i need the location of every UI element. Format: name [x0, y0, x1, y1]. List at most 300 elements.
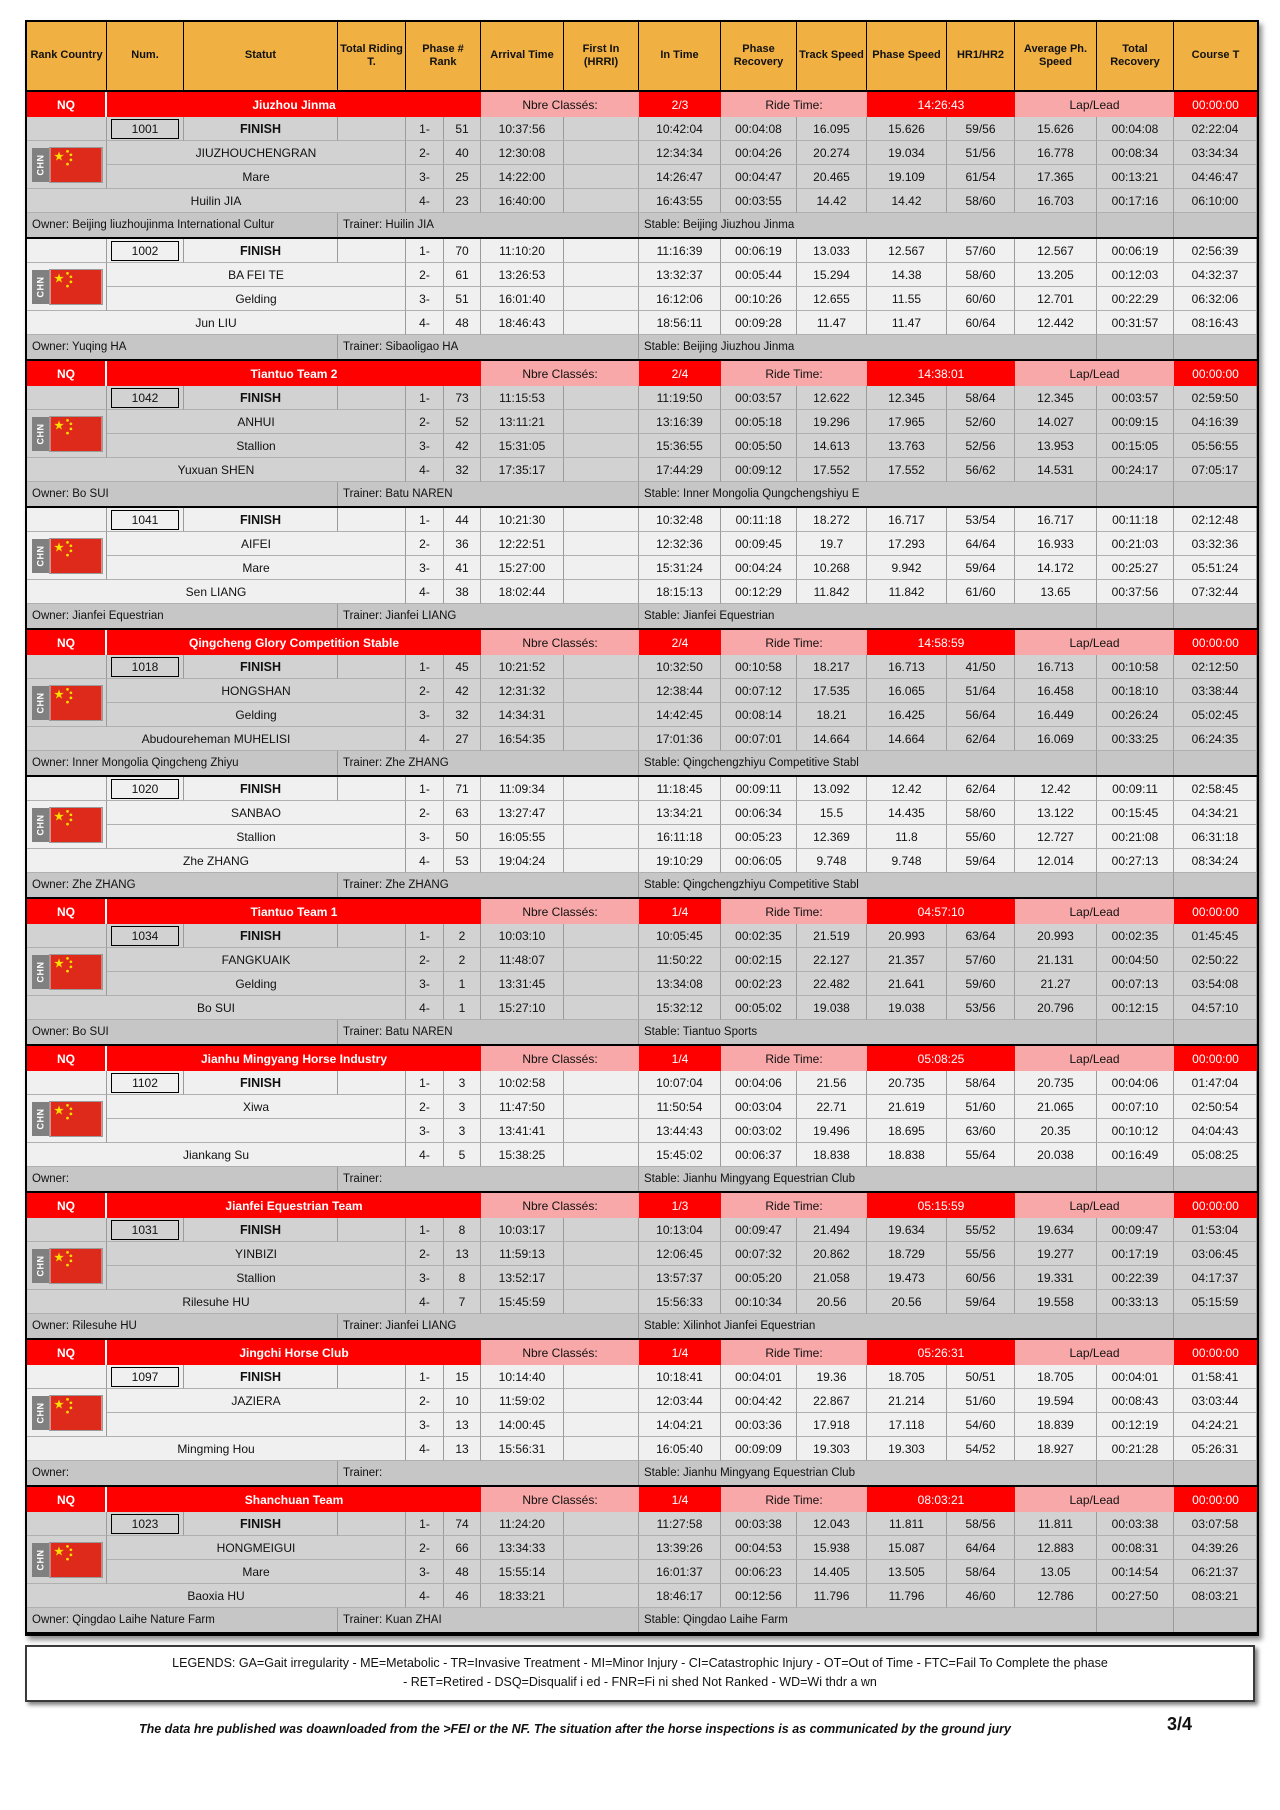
average-ph-speed-cell: 16.778 — [1015, 141, 1097, 165]
phase-speed-cell: 12.42 — [867, 777, 947, 801]
team-status-badge: NQ — [27, 1046, 107, 1071]
track-speed-cell: 11.842 — [797, 580, 867, 604]
total-recovery-cell: 00:04:01 — [1097, 1365, 1174, 1389]
owner-trainer-stable-row — [27, 1608, 1257, 1634]
average-ph-speed-cell: 12.42 — [1015, 777, 1097, 801]
average-ph-speed-cell: 12.727 — [1015, 825, 1097, 849]
lap-lead-value: 00:00:00 — [1174, 92, 1257, 117]
country-cell — [27, 1095, 107, 1143]
average-ph-speed-cell: 21.065 — [1015, 1095, 1097, 1119]
team-band — [27, 1193, 1257, 1218]
owner-trainer-stable-row — [27, 1020, 1257, 1046]
first-in-cell — [564, 655, 639, 679]
trainer-label: Trainer: Zhe ZHANG — [338, 751, 639, 775]
phase-rank-cell: 46 — [444, 1584, 481, 1608]
rider-name: Yuxuan SHEN — [27, 458, 406, 482]
col-header-in-time: In Time — [639, 22, 721, 90]
horse-status: FINISH — [184, 924, 338, 948]
course-time-cell: 01:45:45 — [1174, 924, 1257, 948]
arrival-time-cell: 13:31:45 — [481, 972, 564, 996]
horse-status: FINISH — [184, 239, 338, 263]
phase-rank-cell: 36 — [444, 532, 481, 556]
first-in-cell — [564, 972, 639, 996]
phase-speed-cell: 19.634 — [867, 1218, 947, 1242]
track-speed-cell: 19.36 — [797, 1365, 867, 1389]
course-time-cell: 06:32:06 — [1174, 287, 1257, 311]
course-time-cell: 08:34:24 — [1174, 849, 1257, 873]
phase-number-cell: 1- — [406, 924, 444, 948]
lap-lead-value: 00:00:00 — [1174, 899, 1257, 924]
china-flag-icon — [50, 1102, 102, 1136]
phase-rank-cell: 7 — [444, 1290, 481, 1314]
phase-rank-cell: 51 — [444, 117, 481, 141]
phase-speed-cell: 11.842 — [867, 580, 947, 604]
owner-row-empty-cell — [1174, 213, 1257, 237]
total-recovery-cell: 00:18:10 — [1097, 679, 1174, 703]
first-in-cell — [564, 1242, 639, 1266]
country-code-tab — [32, 1249, 49, 1283]
horse-gender — [107, 1119, 406, 1143]
country-code-tab — [32, 955, 49, 989]
phase-speed-cell: 16.425 — [867, 703, 947, 727]
total-riding-cell — [338, 1365, 406, 1389]
in-time-cell: 10:13:04 — [639, 1218, 721, 1242]
course-time-cell: 02:50:54 — [1174, 1095, 1257, 1119]
china-flag-icon — [50, 148, 102, 182]
hr1-hr2-cell: 51/64 — [947, 679, 1015, 703]
phase-number-cell: 2- — [406, 801, 444, 825]
total-recovery-cell: 00:10:12 — [1097, 1119, 1174, 1143]
horse-gender: Gelding — [107, 287, 406, 311]
trainer-label: Trainer: Batu NAREN — [338, 482, 639, 506]
total-riding-cell — [338, 1071, 406, 1095]
total-riding-cell — [338, 117, 406, 141]
trainer-label: Trainer: — [338, 1167, 639, 1191]
phase-number-cell: 2- — [406, 1095, 444, 1119]
phase-speed-cell: 11.55 — [867, 287, 947, 311]
phase-rank-cell: 25 — [444, 165, 481, 189]
total-recovery-cell: 00:12:15 — [1097, 996, 1174, 1020]
stable-label: Stable: Qingchengzhiyu Competitive Stabl — [639, 751, 1097, 775]
owner-label: Owner: Rilesuhe HU — [27, 1314, 338, 1338]
horse-status: FINISH — [184, 1365, 338, 1389]
nbre-classes-label: Nbre Classés: — [481, 630, 639, 655]
hr1-hr2-cell: 57/60 — [947, 239, 1015, 263]
first-in-cell — [564, 508, 639, 532]
phase-rank-cell: 8 — [444, 1218, 481, 1242]
owner-trainer-stable-row — [27, 873, 1257, 899]
phase-speed-cell: 20.56 — [867, 1290, 947, 1314]
course-time-cell: 04:46:47 — [1174, 165, 1257, 189]
horse-status: FINISH — [184, 508, 338, 532]
horse-number: 1002 — [111, 241, 179, 261]
in-time-cell: 10:42:04 — [639, 117, 721, 141]
total-recovery-cell: 00:12:03 — [1097, 263, 1174, 287]
phase-number-cell: 1- — [406, 655, 444, 679]
country-code-tab — [32, 1396, 49, 1430]
legends-line-2: - RET=Retired - DSQ=Disqualif i ed - FNR=Fi ni shed Not Ranked - WD=Wi thdr a wn — [403, 1675, 877, 1690]
col-header-course-t: Course T — [1174, 22, 1257, 90]
first-in-cell — [564, 924, 639, 948]
horse-gender: Stallion — [107, 1266, 406, 1290]
team-band — [27, 361, 1257, 386]
owner-label: Owner: — [27, 1461, 338, 1485]
phase-recovery-cell: 00:12:29 — [721, 580, 797, 604]
horse-block — [27, 924, 1257, 1020]
arrival-time-cell: 14:22:00 — [481, 165, 564, 189]
phase-rank-cell: 8 — [444, 1266, 481, 1290]
average-ph-speed-cell: 16.703 — [1015, 189, 1097, 213]
in-time-cell: 15:56:33 — [639, 1290, 721, 1314]
arrival-time-cell: 17:35:17 — [481, 458, 564, 482]
course-time-cell: 05:26:31 — [1174, 1437, 1257, 1461]
phase-speed-cell: 17.118 — [867, 1413, 947, 1437]
phase-recovery-cell: 00:10:26 — [721, 287, 797, 311]
total-recovery-cell: 00:14:54 — [1097, 1560, 1174, 1584]
phase-number-cell: 2- — [406, 410, 444, 434]
phase-rank-cell: 63 — [444, 801, 481, 825]
ride-time-value: 14:26:43 — [867, 92, 1015, 117]
team-band — [27, 630, 1257, 655]
team-status-badge: NQ — [27, 361, 107, 386]
lap-lead-label: Lap/Lead — [1015, 1487, 1174, 1512]
phase-speed-cell: 13.505 — [867, 1560, 947, 1584]
phase-rank-cell: 70 — [444, 239, 481, 263]
phase-number-cell: 2- — [406, 1536, 444, 1560]
phase-rank-cell: 45 — [444, 655, 481, 679]
course-time-cell: 04:17:37 — [1174, 1266, 1257, 1290]
results-body — [27, 92, 1257, 1634]
team-name: Tiantuo Team 2 — [107, 361, 481, 386]
phase-speed-cell: 11.811 — [867, 1512, 947, 1536]
lap-lead-label: Lap/Lead — [1015, 899, 1174, 924]
course-time-cell: 02:58:45 — [1174, 777, 1257, 801]
phase-rank-cell: 23 — [444, 189, 481, 213]
first-in-cell — [564, 386, 639, 410]
stable-label: Stable: Tiantuo Sports — [639, 1020, 1097, 1044]
first-in-cell — [564, 263, 639, 287]
phase-rank-cell: 73 — [444, 386, 481, 410]
track-speed-cell: 22.71 — [797, 1095, 867, 1119]
track-speed-cell: 20.465 — [797, 165, 867, 189]
lap-lead-value: 00:00:00 — [1174, 1340, 1257, 1365]
total-recovery-cell: 00:09:47 — [1097, 1218, 1174, 1242]
first-in-cell — [564, 948, 639, 972]
first-in-cell — [564, 1389, 639, 1413]
china-flag-icon — [50, 955, 102, 989]
owner-label: Owner: — [27, 1167, 338, 1191]
track-speed-cell: 12.655 — [797, 287, 867, 311]
phase-number-cell: 3- — [406, 556, 444, 580]
col-header-average-ph-speed: Average Ph. Speed — [1015, 22, 1097, 90]
course-time-cell: 03:06:45 — [1174, 1242, 1257, 1266]
phase-speed-cell: 13.763 — [867, 434, 947, 458]
average-ph-speed-cell: 21.131 — [1015, 948, 1097, 972]
stable-label: Stable: Inner Mongolia Qungchengshiyu E — [639, 482, 1097, 506]
owner-label: Owner: Bo SUI — [27, 1020, 338, 1044]
team-name: Jianhu Mingyang Horse Industry — [107, 1046, 481, 1071]
horse-number-cell — [107, 924, 184, 948]
china-flag-icon — [50, 539, 102, 573]
in-time-cell: 16:12:06 — [639, 287, 721, 311]
hr1-hr2-cell: 59/64 — [947, 1290, 1015, 1314]
track-speed-cell: 17.918 — [797, 1413, 867, 1437]
phase-number-cell: 4- — [406, 189, 444, 213]
course-time-cell: 06:21:37 — [1174, 1560, 1257, 1584]
nbre-classes-value: 1/4 — [639, 1487, 721, 1512]
track-speed-cell: 22.482 — [797, 972, 867, 996]
team-status-badge: NQ — [27, 1487, 107, 1512]
owner-row-empty-cell — [1097, 1461, 1174, 1485]
ride-time-label: Ride Time: — [721, 630, 867, 655]
course-time-cell: 06:24:35 — [1174, 727, 1257, 751]
phase-speed-cell: 18.705 — [867, 1365, 947, 1389]
total-recovery-cell: 00:13:21 — [1097, 165, 1174, 189]
phase-speed-cell: 14.664 — [867, 727, 947, 751]
course-time-cell: 05:02:45 — [1174, 703, 1257, 727]
col-header-first-in: First In (HRRI) — [564, 22, 639, 90]
total-recovery-cell: 00:09:15 — [1097, 410, 1174, 434]
col-header-hr1-hr2: HR1/HR2 — [947, 22, 1015, 90]
average-ph-speed-cell: 13.05 — [1015, 1560, 1097, 1584]
owner-row-empty-cell — [1174, 604, 1257, 628]
track-speed-cell: 15.5 — [797, 801, 867, 825]
hr1-hr2-cell: 51/60 — [947, 1095, 1015, 1119]
ride-time-value: 05:15:59 — [867, 1193, 1015, 1218]
hr1-hr2-cell: 58/64 — [947, 386, 1015, 410]
track-speed-cell: 19.303 — [797, 1437, 867, 1461]
owner-row-empty-cell — [1097, 1314, 1174, 1338]
first-in-cell — [564, 434, 639, 458]
rider-name: Bo SUI — [27, 996, 406, 1020]
in-time-cell: 14:26:47 — [639, 165, 721, 189]
first-in-cell — [564, 1119, 639, 1143]
owner-trainer-stable-row — [27, 335, 1257, 361]
phase-rank-cell: 42 — [444, 679, 481, 703]
arrival-time-cell: 10:03:17 — [481, 1218, 564, 1242]
arrival-time-cell: 15:55:14 — [481, 1560, 564, 1584]
phase-rank-cell: 44 — [444, 508, 481, 532]
owner-row-empty-cell — [1174, 335, 1257, 359]
average-ph-speed-cell: 20.993 — [1015, 924, 1097, 948]
country-corner-cell — [27, 655, 107, 679]
trainer-label: Trainer: Huilin JIA — [338, 213, 639, 237]
horse-gender: Gelding — [107, 972, 406, 996]
course-time-cell: 02:22:04 — [1174, 117, 1257, 141]
arrival-time-cell: 18:46:43 — [481, 311, 564, 335]
arrival-time-cell: 14:00:45 — [481, 1413, 564, 1437]
nbre-classes-value: 2/4 — [639, 361, 721, 386]
first-in-cell — [564, 287, 639, 311]
in-time-cell: 14:04:21 — [639, 1413, 721, 1437]
average-ph-speed-cell: 18.705 — [1015, 1365, 1097, 1389]
country-corner-cell — [27, 1218, 107, 1242]
average-ph-speed-cell: 12.442 — [1015, 311, 1097, 335]
phase-number-cell: 4- — [406, 458, 444, 482]
first-in-cell — [564, 1266, 639, 1290]
ride-time-label: Ride Time: — [721, 361, 867, 386]
trainer-label: Trainer: Jianfei LIANG — [338, 1314, 639, 1338]
total-riding-cell — [338, 239, 406, 263]
phase-number-cell: 2- — [406, 263, 444, 287]
track-speed-cell: 12.369 — [797, 825, 867, 849]
course-time-cell: 03:54:08 — [1174, 972, 1257, 996]
nbre-classes-label: Nbre Classés: — [481, 1046, 639, 1071]
total-recovery-cell: 00:08:34 — [1097, 141, 1174, 165]
first-in-cell — [564, 1095, 639, 1119]
country-cell — [27, 410, 107, 458]
team-name: Shanchuan Team — [107, 1487, 481, 1512]
china-flag-icon — [50, 1249, 102, 1283]
trainer-label: Trainer: Jianfei LIANG — [338, 604, 639, 628]
phase-speed-cell: 11.8 — [867, 825, 947, 849]
phase-recovery-cell: 00:03:55 — [721, 189, 797, 213]
country-cell — [27, 263, 107, 311]
owner-row-empty-cell — [1097, 1608, 1174, 1632]
phase-rank-cell: 48 — [444, 1560, 481, 1584]
average-ph-speed-cell: 16.713 — [1015, 655, 1097, 679]
team-band — [27, 1340, 1257, 1365]
total-recovery-cell: 00:04:06 — [1097, 1071, 1174, 1095]
china-flag-icon — [50, 1396, 102, 1430]
trainer-label: Trainer: Kuan ZHAI — [338, 1608, 639, 1632]
total-recovery-cell: 00:04:08 — [1097, 117, 1174, 141]
arrival-time-cell: 11:59:13 — [481, 1242, 564, 1266]
hr1-hr2-cell: 56/62 — [947, 458, 1015, 482]
rider-name: Jun LIU — [27, 311, 406, 335]
total-recovery-cell: 00:03:38 — [1097, 1512, 1174, 1536]
first-in-cell — [564, 679, 639, 703]
in-time-cell: 16:11:18 — [639, 825, 721, 849]
country-cell — [27, 948, 107, 996]
first-in-cell — [564, 165, 639, 189]
nbre-classes-value: 1/3 — [639, 1193, 721, 1218]
average-ph-speed-cell: 20.35 — [1015, 1119, 1097, 1143]
phase-speed-cell: 17.293 — [867, 532, 947, 556]
phase-number-cell: 2- — [406, 948, 444, 972]
phase-rank-cell: 5 — [444, 1143, 481, 1167]
track-speed-cell: 11.796 — [797, 1584, 867, 1608]
total-recovery-cell: 00:33:13 — [1097, 1290, 1174, 1314]
country-code: CHN — [35, 1402, 45, 1423]
track-speed-cell: 22.127 — [797, 948, 867, 972]
course-time-cell: 06:31:18 — [1174, 825, 1257, 849]
phase-rank-cell: 42 — [444, 434, 481, 458]
horse-status: FINISH — [184, 655, 338, 679]
owner-label: Owner: Jianfei Equestrian — [27, 604, 338, 628]
first-in-cell — [564, 1143, 639, 1167]
first-in-cell — [564, 580, 639, 604]
china-flag-icon — [50, 1543, 102, 1577]
phase-number-cell: 3- — [406, 1266, 444, 1290]
lap-lead-value: 00:00:00 — [1174, 1487, 1257, 1512]
average-ph-speed-cell: 19.558 — [1015, 1290, 1097, 1314]
owner-label: Owner: Yuqing HA — [27, 335, 338, 359]
phase-number-cell: 3- — [406, 1560, 444, 1584]
owner-trainer-stable-row — [27, 1314, 1257, 1340]
owner-row-empty-cell — [1097, 1020, 1174, 1044]
phase-speed-cell: 17.552 — [867, 458, 947, 482]
phase-number-cell: 3- — [406, 703, 444, 727]
arrival-time-cell: 19:04:24 — [481, 849, 564, 873]
track-speed-cell: 9.748 — [797, 849, 867, 873]
phase-speed-cell: 20.735 — [867, 1071, 947, 1095]
first-in-cell — [564, 239, 639, 263]
horse-number-cell — [107, 239, 184, 263]
average-ph-speed-cell: 20.796 — [1015, 996, 1097, 1020]
phase-recovery-cell: 00:05:23 — [721, 825, 797, 849]
owner-row-empty-cell — [1174, 873, 1257, 897]
ride-time-label: Ride Time: — [721, 1487, 867, 1512]
owner-label: Owner: Qingdao Laihe Nature Farm — [27, 1608, 338, 1632]
first-in-cell — [564, 410, 639, 434]
phase-speed-cell: 21.619 — [867, 1095, 947, 1119]
track-speed-cell: 21.519 — [797, 924, 867, 948]
arrival-time-cell: 11:47:50 — [481, 1095, 564, 1119]
phase-recovery-cell: 00:12:56 — [721, 1584, 797, 1608]
rider-name: Baoxia HU — [27, 1584, 406, 1608]
course-time-cell: 02:12:48 — [1174, 508, 1257, 532]
in-time-cell: 11:50:22 — [639, 948, 721, 972]
horse-number-cell — [107, 1218, 184, 1242]
total-recovery-cell: 00:16:49 — [1097, 1143, 1174, 1167]
country-code: CHN — [35, 1108, 45, 1129]
phase-recovery-cell: 00:07:01 — [721, 727, 797, 751]
course-time-cell: 04:34:21 — [1174, 801, 1257, 825]
hr1-hr2-cell: 41/50 — [947, 655, 1015, 679]
team-band — [27, 899, 1257, 924]
phase-rank-cell: 40 — [444, 141, 481, 165]
trainer-label: Trainer: Sibaoligao HA — [338, 335, 639, 359]
arrival-time-cell: 12:22:51 — [481, 532, 564, 556]
in-time-cell: 11:50:54 — [639, 1095, 721, 1119]
in-time-cell: 15:31:24 — [639, 556, 721, 580]
arrival-time-cell: 11:48:07 — [481, 948, 564, 972]
arrival-time-cell: 12:31:32 — [481, 679, 564, 703]
phase-number-cell: 2- — [406, 141, 444, 165]
track-speed-cell: 20.56 — [797, 1290, 867, 1314]
horse-status: FINISH — [184, 117, 338, 141]
rider-name: Abudoureheman MUHELISI — [27, 727, 406, 751]
phase-recovery-cell: 00:05:02 — [721, 996, 797, 1020]
arrival-time-cell: 11:10:20 — [481, 239, 564, 263]
horse-number: 1042 — [111, 388, 179, 408]
country-corner-cell — [27, 386, 107, 410]
arrival-time-cell: 15:31:05 — [481, 434, 564, 458]
phase-speed-cell: 21.214 — [867, 1389, 947, 1413]
total-riding-cell — [338, 386, 406, 410]
country-code-tab — [32, 1543, 49, 1577]
phase-number-cell: 4- — [406, 1290, 444, 1314]
course-time-cell: 04:57:10 — [1174, 996, 1257, 1020]
horse-name: HONGSHAN — [107, 679, 406, 703]
nbre-classes-label: Nbre Classés: — [481, 1193, 639, 1218]
phase-rank-cell: 3 — [444, 1071, 481, 1095]
first-in-cell — [564, 1071, 639, 1095]
lap-lead-label: Lap/Lead — [1015, 361, 1174, 386]
total-recovery-cell: 00:26:24 — [1097, 703, 1174, 727]
hr1-hr2-cell: 52/56 — [947, 434, 1015, 458]
owner-label: Owner: Zhe ZHANG — [27, 873, 338, 897]
arrival-time-cell: 15:45:59 — [481, 1290, 564, 1314]
horse-name: ANHUI — [107, 410, 406, 434]
average-ph-speed-cell: 19.331 — [1015, 1266, 1097, 1290]
phase-rank-cell: 50 — [444, 825, 481, 849]
horse-gender: Mare — [107, 165, 406, 189]
track-speed-cell: 17.552 — [797, 458, 867, 482]
phase-recovery-cell: 00:06:05 — [721, 849, 797, 873]
horse-number-cell — [107, 1365, 184, 1389]
